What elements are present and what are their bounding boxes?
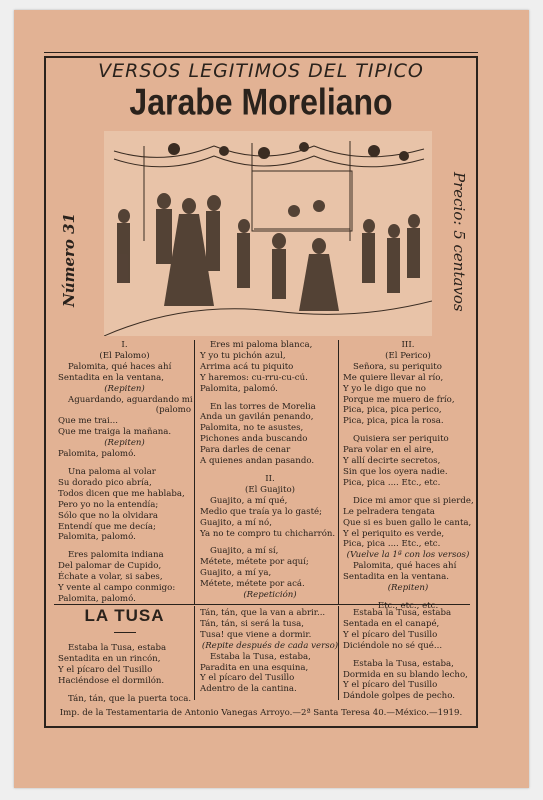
tusa-column-2 [200, 608, 340, 695]
verse-line: Su dorado pico abría, [58, 477, 152, 488]
verse-line: Sólo que no la olvidara [58, 510, 158, 521]
verse-line: Una paloma al volar [68, 466, 156, 477]
verse-line: Que me traiga la mañana. [58, 427, 172, 438]
verse-line: Tán, tán, que la van a abrir... [200, 608, 326, 618]
verse-line: Anda un gavilán penando, [200, 412, 314, 423]
verse-line: Pichones anda buscando [200, 434, 308, 445]
tusa-column-3 [343, 608, 473, 702]
verse-line: Y allí decirte secretos, [343, 456, 441, 467]
verse-line: Y vente al campo conmigo: [58, 583, 176, 594]
verse-line: Ya no te compro tu chicharrón. [200, 528, 336, 539]
verse-line: Palomita, qué haces ahí [68, 361, 172, 372]
verse-line: Señora, su periquito [353, 361, 442, 372]
verse-line: Y el pícaro del Tusillo [200, 673, 295, 684]
verse-column-perico [343, 340, 473, 612]
verse-line: Sentada en el canapé, [343, 618, 440, 629]
verse-direction: (Repiten) [387, 583, 429, 594]
verse-line: En las torres de Morelia [210, 401, 316, 412]
verse-line: Etc., etc., etc. [377, 600, 439, 611]
verse-line: Le pelradera tengata [343, 506, 435, 517]
verse-line: Que me trai... [58, 416, 118, 427]
verse-subheading: (El Perico) [385, 350, 431, 361]
page-title: Jarabe Moreliano [129, 81, 393, 123]
verse-line: Sin que los oyera nadie. [343, 466, 448, 477]
verse-line: Y yo tu pichón azul, [200, 350, 286, 361]
verse-line: Todos dicen que me hablaba, [58, 488, 185, 499]
verse-line: Pero yo no la entendía; [58, 499, 159, 510]
verse-line: Dándole golpes de pecho. [343, 691, 455, 702]
verse-line: Medio que traía ya lo gasté; [200, 506, 323, 517]
verse-line: Sentadita en la ventana, [58, 372, 165, 383]
verse-line: Eres mi paloma blanca, [210, 340, 313, 350]
verse-line: Del palomar de Cupido, [58, 561, 162, 572]
verse-line: Palomita, qué haces ahí [353, 561, 457, 572]
supertitle: VERSOS LEGITIMOS DEL TIPICO [98, 60, 424, 82]
verse-line: Diciéndole no sé qué... [343, 640, 443, 651]
verse-line: Y yo le digo que no [343, 383, 426, 394]
verse-line: Paradita en una esquina, [200, 662, 309, 673]
verse-line: Estaba la Tusa, estaba, [210, 651, 311, 662]
verse-line: Porque me muero de frío, [343, 394, 455, 405]
verse-line: Me quiere llevar al río, [343, 372, 444, 383]
printer-imprint: Imp. de la Testamentaria de Antonio Vanegas Arroyo.—2ª Santa Teresa 40.—México.—1919. [59, 708, 463, 718]
tusa-column-1 [58, 643, 191, 705]
verse-line: Y el pícaro del Tusillo [58, 664, 153, 675]
verse-line: Estaba la Tusa, estaba, [353, 658, 454, 669]
verse-line: Sentadita en un rincón, [58, 653, 161, 664]
verse-direction: (Repiten) [104, 383, 145, 394]
dance-engraving-illustration [104, 131, 432, 336]
verse-line: Y haremos: cu-rru-cu-cú. [200, 372, 308, 383]
verse-line: (palomo [155, 405, 191, 416]
issue-number: Número 31 [60, 212, 78, 308]
column-divider [194, 606, 195, 700]
verse-direction: (Repiten) [104, 438, 145, 449]
verse-line: Y el pícaro del Tusillo [343, 680, 438, 691]
verse-line: Pica, pica .... Etc., etc. [343, 477, 441, 488]
verse-heading: I. [121, 340, 128, 350]
verse-subheading: (El Palomo) [99, 350, 150, 361]
verse-line: Aguardando, aguardando mi [68, 394, 193, 405]
verse-line: Métete, métete por acá. [200, 579, 305, 590]
verse-line: Échate a volar, si sabes, [58, 572, 163, 583]
verse-line: Dormida en su blando lecho, [343, 669, 468, 680]
verse-line: Guajito, a mí sí, [210, 546, 279, 557]
verse-line: Pica, pica .... Etc., etc. [343, 539, 441, 550]
verse-subheading: (El Guajito) [244, 484, 296, 495]
verse-line: Estaba la Tusa, estaba [68, 643, 167, 653]
verse-line: Palomita, palomó. [58, 593, 136, 604]
verse-line: Entendí que me decía; [58, 521, 156, 532]
verse-line: A quienes andan pasando. [200, 456, 315, 467]
verse-line: Métete, métete por aquí; [200, 557, 309, 568]
verse-line: Tán, tán, si será la tusa, [200, 618, 304, 629]
verse-line: Que si es buen gallo le canta, [343, 517, 472, 528]
column-divider [194, 340, 195, 605]
verse-line: Palomita, palomó. [58, 449, 136, 460]
verse-line: Adentro de la cantina. [200, 684, 297, 695]
verse-line: Estaba la Tusa, estaba [353, 608, 452, 618]
verse-line: Haciéndose el dormilón. [58, 675, 165, 686]
verse-column-palomo [58, 340, 191, 605]
verse-line: Guajito, a mí ya, [200, 568, 272, 579]
verse-line: Pica, pica, pica la rosa. [343, 416, 444, 427]
verse-line: Para volar en el aire, [343, 445, 434, 456]
verse-direction: (Repite después de cada verso) [201, 640, 339, 651]
verse-line: Eres palomita indiana [68, 550, 164, 561]
verse-line: Pica, pica, pica perico, [343, 405, 442, 416]
verse-line: Palomita, palomó. [200, 383, 278, 394]
verse-line: Tán, tán, que la puerta toca. [68, 693, 192, 704]
verse-line: Dice mi amor que si pierde, [353, 495, 474, 506]
price-label: Precio: 5 centavos [450, 172, 468, 312]
tusa-heading: LA TUSA [84, 606, 165, 625]
verse-line: Palomita, no te asustes, [200, 423, 304, 434]
verse-line: Guajito, a mí qué, [210, 495, 288, 506]
verse-line: Para darles de cenar [200, 445, 291, 456]
verse-line: Quisiera ser periquito [353, 434, 449, 445]
verse-line: Guajito, a mí nó, [200, 517, 272, 528]
verse-direction: (Vuelve la 1ª con los versos) [346, 550, 470, 561]
heading-dash [114, 632, 136, 633]
verse-line: Palomita, palomó. [58, 532, 136, 543]
verse-line: Y el periquito es verde, [343, 528, 445, 539]
verse-column-middle [200, 340, 340, 601]
top-rule [44, 52, 478, 53]
section-divider [54, 604, 470, 605]
verse-heading: III. [401, 340, 415, 350]
verse-line: Arrima acá tu piquito [200, 361, 294, 372]
verse-heading: II. [265, 473, 275, 484]
verse-line: Sentadita en la ventana. [343, 572, 450, 583]
verse-line: Tusa! que viene a dormir. [200, 629, 312, 640]
verse-line: Y el pícaro del Tusillo [343, 629, 438, 640]
verse-direction: (Repetición) [243, 590, 297, 601]
